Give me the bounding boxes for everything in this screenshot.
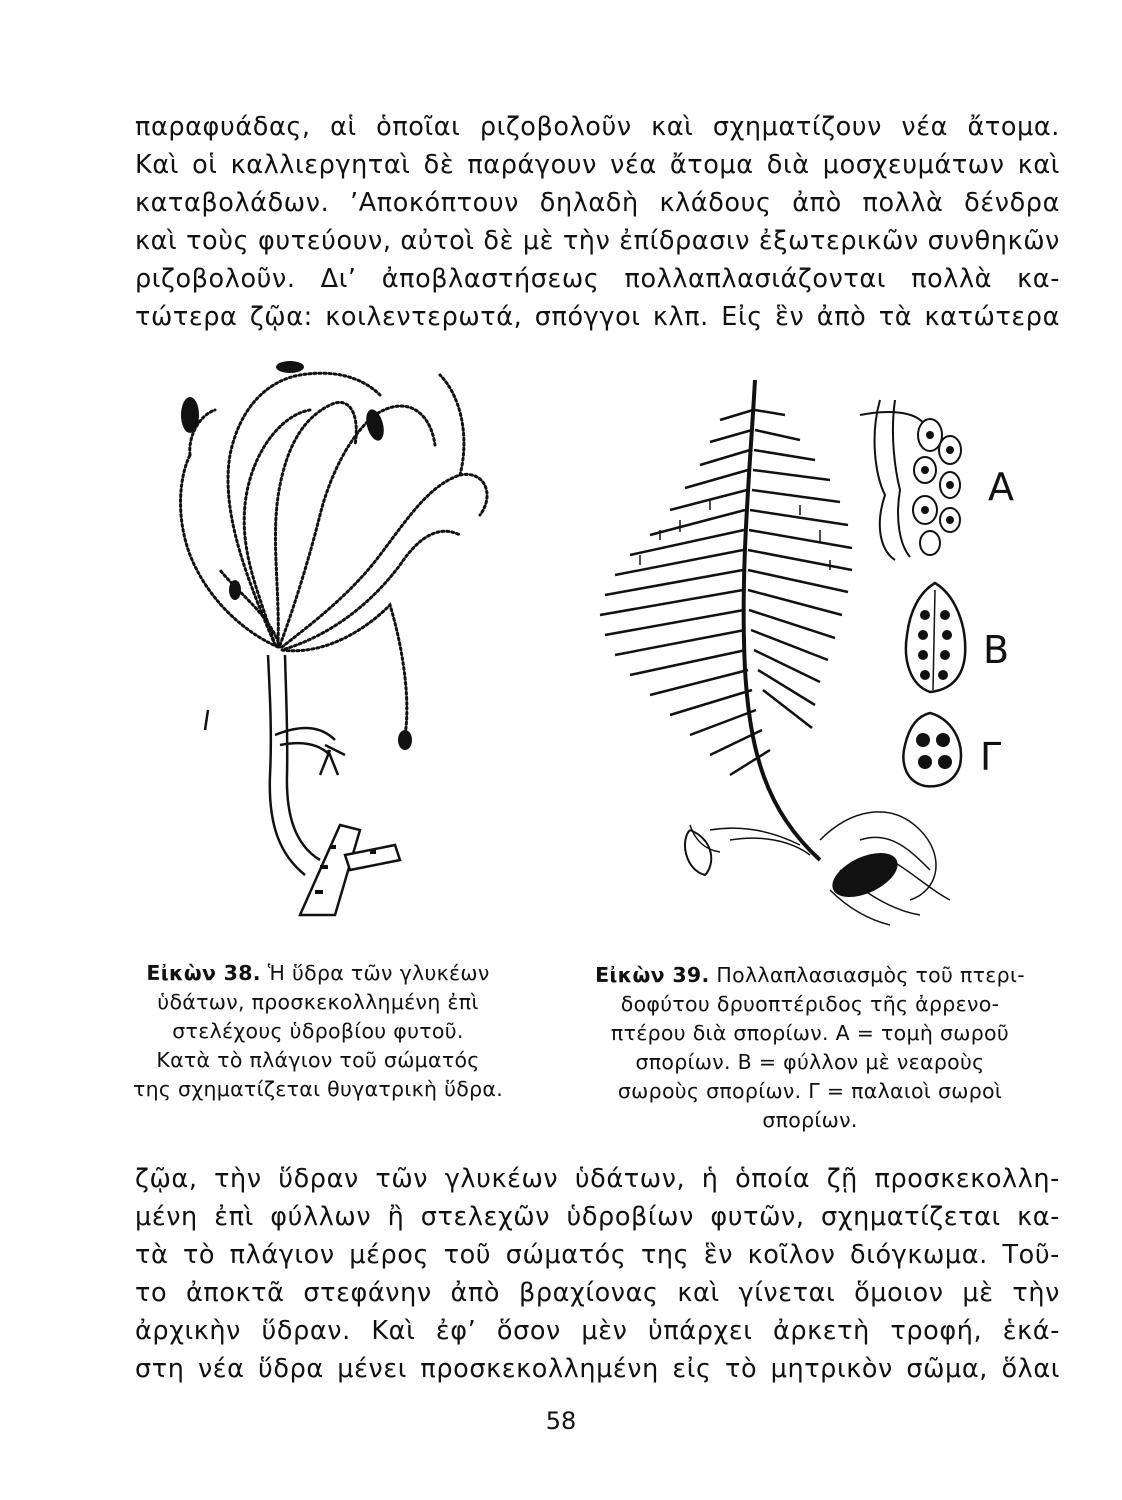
text-line: τὰ τὸ πλάγιον μέρος τοῦ σώματός της ἓν κοῖλον διόγκωμα. Τοῦ- — [135, 1240, 1060, 1270]
hydra-illustration — [160, 355, 500, 935]
figure-39-caption — [560, 961, 1060, 1135]
text-line: καὶ τοὺς φυτεύουν, αὐτοὶ δὲ μὲ τὴν ἐπίδρασιν ἐξωτερικῶν συνθηκῶν — [135, 226, 1060, 256]
figure-38-label: Εἰκὼν 38. — [146, 961, 261, 985]
caption-line: πτέρου διὰ σπορίων. Α = τομὴ σωροῦ — [610, 1021, 1010, 1045]
bottom-paragraph — [135, 1160, 1060, 1388]
panel-label-g: Γ — [980, 735, 1002, 779]
text-line: το ἀποκτᾶ στεφάνην ἀπὸ βραχίονας καὶ γίνεται ὅμοιον μὲ τὴν — [135, 1278, 1060, 1308]
caption-line: σωροὺς σπορίων. Γ = παλαιοὶ σωροὶ — [617, 1079, 1003, 1103]
sorus-section-illustration — [855, 395, 975, 565]
text-line: παραφυάδας, αἱ ὁποῖαι ριζοβολοῦν καὶ σχηματίζουν νέα ἄτομα. — [135, 112, 1060, 142]
caption-text: Πολλαπλασιασμὸς τοῦ πτερι- — [716, 963, 1025, 987]
page-number: 58 — [545, 1407, 577, 1435]
text-line: ριζοβολοῦν. Δι’ ἀποβλαστήσεως πολλαπλασιάζονται πολλὰ κα- — [135, 264, 1060, 294]
leaf-young-sori-illustration — [895, 580, 975, 695]
caption-line: στελέχους ὑδροβίου φυτοῦ. — [172, 1019, 464, 1043]
caption-line: της σχηματίζεται θυγατρικὴ ὕδρα. — [132, 1077, 504, 1101]
caption-line: σπορίων. — [762, 1108, 858, 1132]
text-line: μένη ἐπὶ φύλλων ἢ στελεχῶν ὑδροβίων φυτῶν, σχηματίζεται κα- — [135, 1202, 1060, 1232]
panel-label-b: Β — [983, 628, 1010, 672]
text-line: καταβολάδων. ’Αποκόπτουν δηλαδὴ κλάδους ἀπὸ πολλὰ δένδρα — [135, 188, 1060, 218]
caption-text: Ἡ ὕδρα τῶν γλυκέων — [267, 961, 490, 985]
text-line: ἀρχικὴν ὕδραν. Καὶ ἐφ’ ὅσον μὲν ὑπάρχει ἀρκετὴ τροφή, ἑκά- — [135, 1316, 1060, 1346]
caption-line — [118, 959, 518, 988]
text-line: τώτερα ζῷα: κοιλεντερωτά, σπόγγοι κλπ. Εἰς ἓν ἀπὸ τὰ κατώτερα — [135, 302, 1060, 332]
text-line: στη νέα ὕδρα μένει προσκεκολλημένη εἰς τὸ μητρικὸν σῶμα, ὅλαι — [135, 1354, 1060, 1384]
figure-38-caption — [118, 959, 518, 1104]
caption-line: σπορίων. Β = φύλλον μὲ νεαροὺς — [635, 1050, 985, 1074]
text-line: Καὶ οἱ καλλιεργηταὶ δὲ παράγουν νέα ἄτομα διὰ μοσχευμάτων καὶ — [135, 150, 1060, 180]
caption-line: Κατὰ τὸ πλάγιον τοῦ σώματός — [156, 1048, 480, 1072]
caption-line: ὑδάτων, προσκεκολλημένη ἐπὶ — [157, 990, 479, 1014]
figure-39-label: Εἰκὼν 39. — [595, 963, 710, 987]
old-sori-illustration — [895, 710, 970, 790]
panel-label-a: Α — [988, 465, 1014, 509]
caption-line — [560, 961, 1060, 990]
caption-line: δοφύτου δρυοπτέριδος τῆς ἀρρενο- — [620, 992, 1000, 1016]
top-paragraph — [135, 108, 1060, 336]
text-line: ζῷα, τὴν ὕδραν τῶν γλυκέων ὑδάτων, ἡ ὁποία ζῇ προσκεκολλη- — [135, 1164, 1060, 1194]
